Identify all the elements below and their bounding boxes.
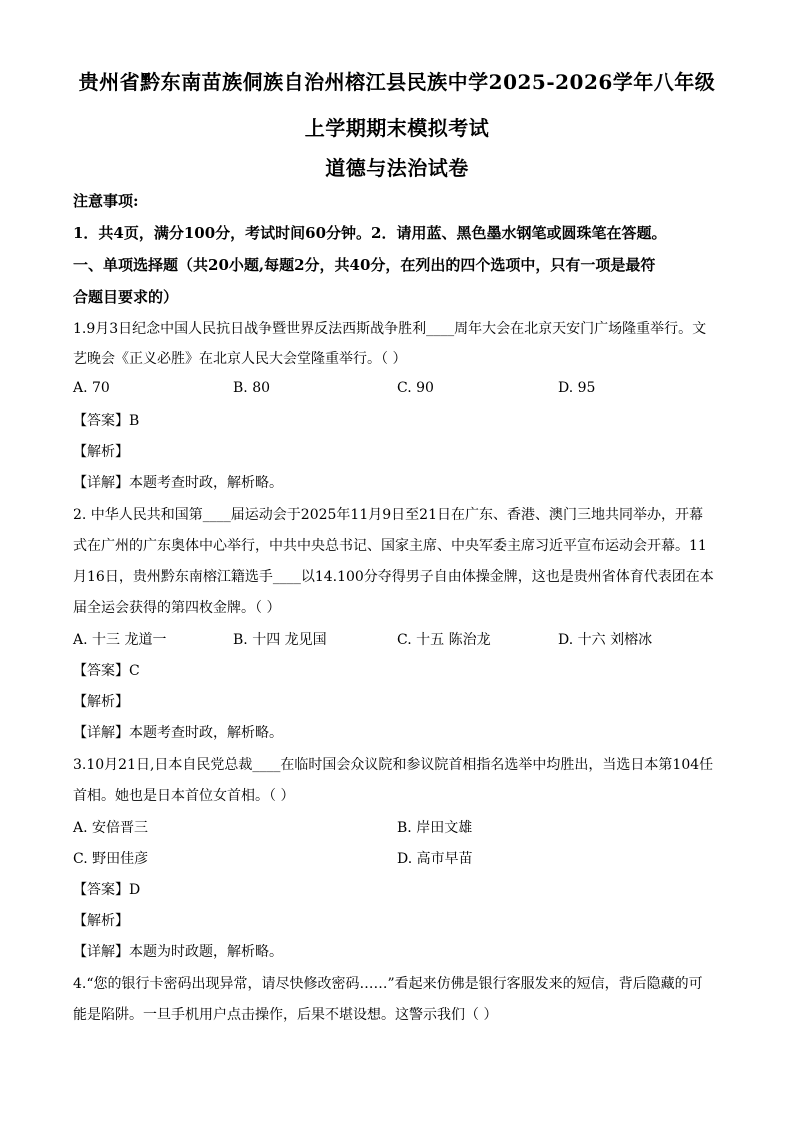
q2-option-d: D. 十六 刘榕冰: [558, 632, 653, 648]
q2-text-line2: 式在广州的广东奥体中心举行，中共中央总书记、国家主席、中央军委主席习近平宣布运动会开幕。11: [73, 538, 707, 554]
q1-option-a: A. 70: [73, 380, 110, 396]
q3-answer: 【答案】D: [73, 882, 141, 898]
q1-analysis: 【解析】: [73, 444, 129, 460]
q1-option-b: B. 80: [233, 380, 271, 396]
q4-text-line2: 能是陷阱。一旦手机用户点击操作，后果不堪设想。这警示我们（ ）: [73, 1007, 498, 1023]
q1-answer: 【答案】B: [73, 413, 140, 429]
q2-detail: 【详解】本题考查时政，解析略。: [73, 725, 283, 741]
q1-option-d: D. 95: [558, 380, 596, 396]
section-heading-line1: 一、单项选择题（共20小题,每题2分，共40分，在列出的四个选项中，只有一项是最符: [73, 256, 656, 274]
q3-option-c: C. 野田佳彦: [73, 851, 149, 867]
exam-subject-title: 道德与法治试卷: [325, 156, 469, 180]
q2-option-a: A. 十三 龙道一: [73, 632, 167, 648]
q2-text-line4: 届全运会获得的第四枚金牌。（ ）: [73, 600, 281, 616]
q3-detail: 【详解】本题为时政题，解析略。: [73, 944, 283, 960]
q3-analysis: 【解析】: [73, 913, 129, 929]
q2-option-c: C. 十五 陈治龙: [397, 632, 491, 648]
q2-option-b: B. 十四 龙见国: [233, 632, 327, 648]
q3-option-b: B. 岸田文雄: [397, 820, 473, 836]
q3-option-d: D. 高市早苗: [397, 851, 473, 867]
q2-text-line3: 月16日，贵州黔东南榕江籍选手____以14.100分夺得男子自由体操金牌，这也是贵州省体育代表团在本: [73, 569, 714, 585]
exam-title-line1: 贵州省黔东南苗族侗族自治州榕江县民族中学2025-2026学年八年级: [78, 70, 716, 94]
notice-heading: 注意事项:: [73, 192, 139, 210]
q1-option-c: C. 90: [397, 380, 434, 396]
q1-text-line2: 艺晚会《正义必胜》在北京人民大会堂隆重举行。（ ）: [73, 351, 407, 367]
q1-detail: 【详解】本题考查时政，解析略。: [73, 475, 283, 491]
q2-analysis: 【解析】: [73, 694, 129, 710]
q3-option-a: A. 安倍晋三: [73, 820, 149, 836]
q3-text-line1: 3.10月21日,日本自民党总裁____在临时国会众议院和参议院首相指名选举中均胜出，当选日本第104任: [73, 757, 714, 773]
q3-text-line2: 首相。她也是日本首位女首相。（ ）: [73, 788, 295, 804]
q1-text-line1: 1.9月3日纪念中国人民抗日战争暨世界反法西斯战争胜利____周年大会在北京天安门广场隆重举行。文: [73, 321, 707, 337]
exam-title-line2: 上学期期末模拟考试: [304, 116, 490, 140]
q4-text-line1: 4.“您的银行卡密码出现异常，请尽快修改密码……”看起来仿佛是银行客服发来的短信，背后隐藏的可: [73, 976, 703, 992]
q2-text-line1: 2. 中华人民共和国第____届运动会于2025年11月9日至21日在广东、香港、澳门三地共同举办，开幕: [73, 507, 703, 523]
q2-answer: 【答案】C: [73, 663, 140, 679]
section-heading-line2: 合题目要求的）: [73, 288, 179, 306]
notice-item: 1．共4页，满分100分，考试时间60分钟。2．请用蓝、黑色墨水钢笔或圆珠笔在答题。: [73, 224, 667, 242]
